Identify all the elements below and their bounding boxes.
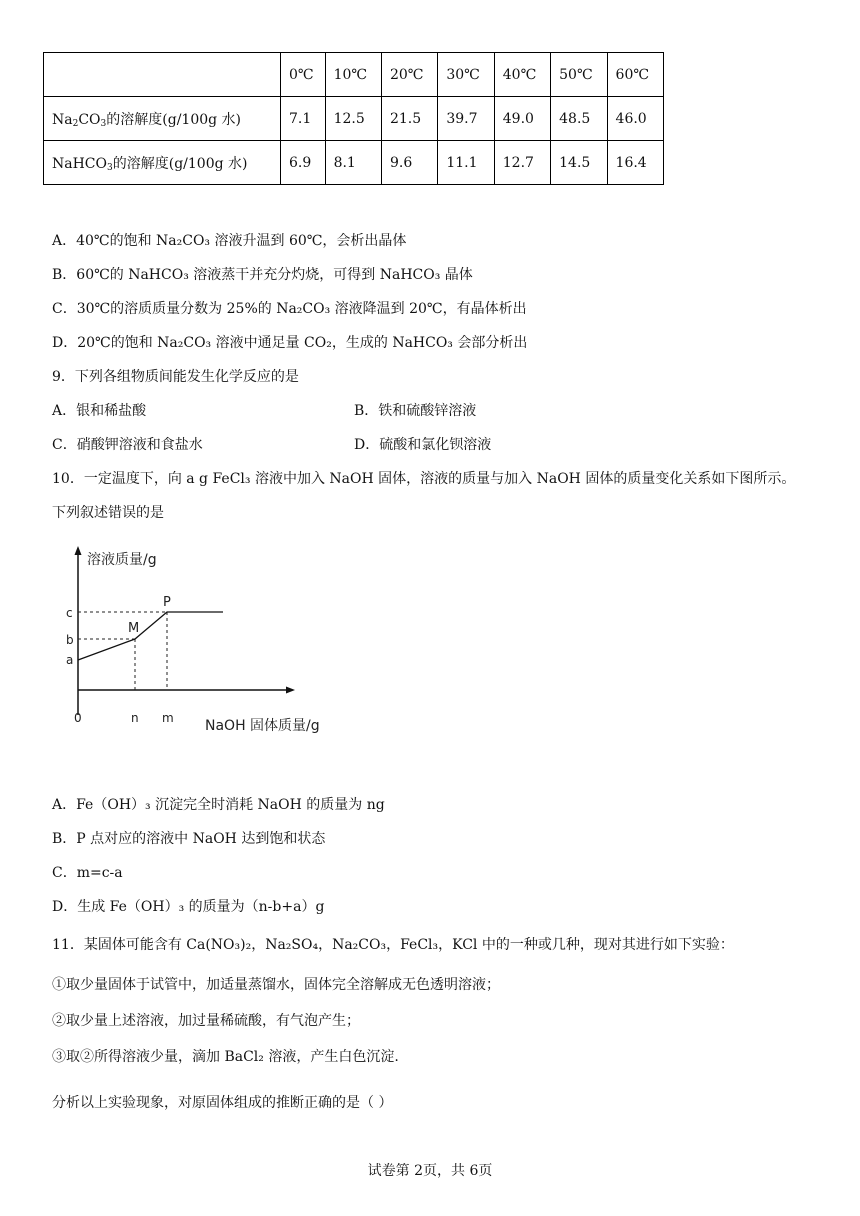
q8-option-a: A．40℃的饱和 Na₂CO₃ 溶液升温到 60℃，会析出晶体 [52,233,407,249]
q11-question: 分析以上实验现象，对原固体组成的推断正确的是（ ） [52,1095,393,1111]
solubility-table [43,52,664,185]
x-axis-arrow [286,687,295,694]
q11-step-2: ②取少量上述溶液，加过量稀硫酸，有气泡产生； [52,1013,360,1029]
point-m-label: M [128,621,140,636]
q10-option-c: C．m=c-a [52,865,123,881]
tick-label-c: c [66,606,73,620]
mass-curve [78,612,223,660]
q8-option-c: C．30℃的溶质质量分数为 25%的 Na₂CO₃ 溶液降温到 20℃，有晶体析出 [52,301,527,317]
q8-option-b: B．60℃的 NaHCO₃ 溶液蒸干并充分灼烧，可得到 NaHCO₃ 晶体 [52,267,473,283]
table-header-cell: 50℃ [551,53,607,97]
table-header-cell: 40℃ [494,53,550,97]
table-cell: 14.5 [551,141,607,185]
q10-option-b: B．P 点对应的溶液中 NaOH 达到饱和状态 [52,831,326,847]
row-label: $Na_2CO_3$的溶解度(g/100g 水) [44,97,281,141]
q11-step-3: ③取②所得溶液少量，滴加 BaCl₂ 溶液，产生白色沉淀. [52,1049,399,1065]
q9-stem: 9．下列各组物质间能发生化学反应的是 [52,369,299,385]
tick-label-a: a [66,653,74,667]
table-cell: 21.5 [381,97,437,141]
table-cell: 6.9 [281,141,326,185]
table-cell: 39.7 [438,97,494,141]
table-header-row [44,53,664,97]
q8-option-d: D．20℃的饱和 Na₂CO₃ 溶液中通足量 CO₂，生成的 NaHCO₃ 会部分析出 [52,335,528,351]
q9-option-d: D．硫酸和氯化钡溶液 [354,437,492,453]
table-cell: 12.7 [494,141,550,185]
table-row [44,141,664,185]
q11-stem: 11．某固体可能含有 Ca(NO₃)₂，Na₂SO₄，Na₂CO₃，FeCl₃，KCl 中的一种或几种，现对其进行如下实验： [52,937,734,953]
table-cell: 48.5 [551,97,607,141]
table-header-cell: 60℃ [607,53,663,97]
table-cell: 11.1 [438,141,494,185]
y-axis-arrow [75,546,82,555]
origin-label: 0 [74,711,82,725]
solution-mass-graph [55,540,345,740]
table-header-cell [44,53,281,97]
tick-label-m: m [162,711,174,725]
tick-label-b: b [66,633,74,647]
table-cell: 9.6 [381,141,437,185]
table-header-cell: 10℃ [325,53,381,97]
q9-option-c: C．硝酸钾溶液和食盐水 [52,437,203,453]
table-cell: 16.4 [607,141,663,185]
point-p-label: P [163,595,171,610]
q9-option-a: A．银和稀盐酸 [52,403,147,419]
y-axis-label: 溶液质量/g [87,552,157,568]
q10-option-d: D．生成 Fe（OH）₃ 的质量为（n-b+a）g [52,899,325,915]
table-cell: 8.1 [325,141,381,185]
q9-option-b: B．铁和硫酸锌溶液 [354,403,477,419]
q11-step-1: ①取少量固体于试管中，加适量蒸馏水，固体完全溶解成无色透明溶液； [52,977,500,993]
page-footer: 试卷第 2页，共 6页 [367,1163,493,1179]
table-cell: 46.0 [607,97,663,141]
row-label: NaHCO$_3$的溶解度(g/100g 水) [44,141,281,185]
table-cell: 49.0 [494,97,550,141]
tick-label-n: n [131,711,139,725]
table-row [44,97,664,141]
q10-stem: 10．一定温度下，向 a g FeCl₃ 溶液中加入 NaOH 固体，溶液的质量与加入 NaOH 固体的质量变化关系如下图所示。 [52,471,796,487]
table-header-cell: 20℃ [381,53,437,97]
table-cell: 7.1 [281,97,326,141]
table-cell: 12.5 [325,97,381,141]
q10-option-a: A．Fe（OH）₃ 沉淀完全时消耗 NaOH 的质量为 ng [52,797,385,813]
q10-stem-continued: 下列叙述错误的是 [52,505,164,521]
x-axis-label: NaOH 固体质量/g [205,718,320,734]
table-header-cell: 0℃ [281,53,326,97]
table-header-cell: 30℃ [438,53,494,97]
